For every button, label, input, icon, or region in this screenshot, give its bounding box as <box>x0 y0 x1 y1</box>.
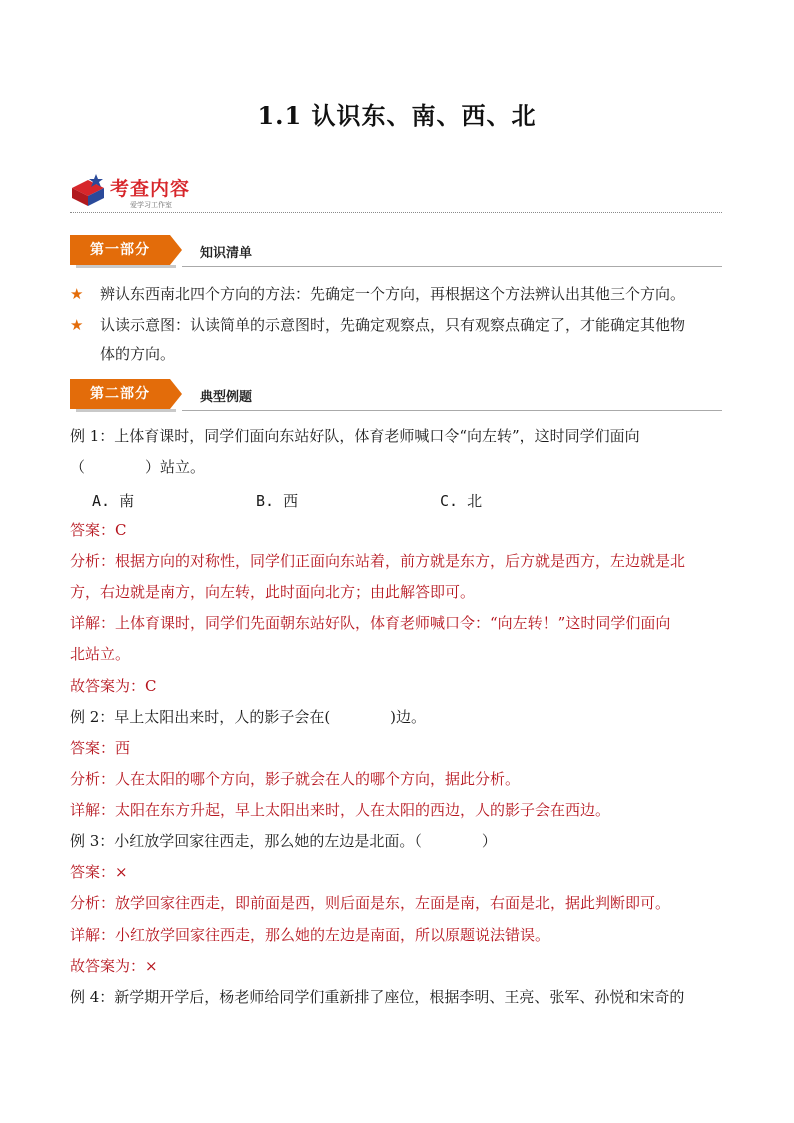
page-title: 1.1 认识东、南、西、北 <box>257 101 537 130</box>
section-subtitle: 典型例题 <box>200 390 253 405</box>
choice-b: B. 西 <box>256 492 299 510</box>
logo-subtitle: 爱学习工作室 <box>130 201 172 209</box>
detail-quote: “向左转！”这时同学们面向 <box>490 614 671 632</box>
question-text: （ ）站立。 <box>70 458 206 476</box>
final-answer: 故答案为：× <box>70 957 158 975</box>
tab-shadow <box>76 265 176 268</box>
analysis-text: 分析：人在太阳的哪个方向，影子就会在人的哪个方向，据此分析。 <box>70 770 521 788</box>
section-rule <box>182 410 722 411</box>
section-rule <box>182 266 722 267</box>
logo-title: 考查内容 <box>110 178 191 200</box>
answer-text: 答案：× <box>70 863 128 881</box>
section-tab: 第一部分 <box>70 235 170 265</box>
tab-arrow <box>170 379 182 409</box>
analysis-text: 分析：放学回家往西走，即前面是西，则后面是东，左面是南，右面是北，据此判断即可。 <box>70 894 671 912</box>
answer-text: 答案：C <box>70 521 127 539</box>
question-text: 例 2：早上太阳出来时，人的影子会在( )边。 <box>70 708 427 726</box>
tab-arrow <box>170 235 182 265</box>
bullet-text: 体的方向。 <box>100 345 176 363</box>
choice-c: C. 北 <box>440 492 483 510</box>
book-star-icon <box>70 174 106 208</box>
answer-text: 答案：西 <box>70 739 131 757</box>
analysis-text: 方，右边就是南方，向左转，此时面向北方；由此解答即可。 <box>70 583 476 601</box>
section-tab: 第二部分 <box>70 379 170 409</box>
analysis-text: 分析：根据方向的对称性，同学们正面向东站着，前方就是东方，后方就是西方，左边就是北 <box>70 552 686 570</box>
divider <box>70 212 722 213</box>
detail-text: 详解：太阳在东方升起，早上太阳出来时，人在太阳的西边，人的影子会在西边。 <box>70 801 611 819</box>
logo <box>70 172 270 212</box>
bullet-text: 认读示意图：认读简单的示意图时，先确定观察点，只有观察点确定了，才能确定其他物 <box>100 316 686 334</box>
question-text: 例 3：小红放学回家往西走，那么她的左边是北面。（ ） <box>70 832 497 850</box>
question-text: 例 4：新学期开学后，杨老师给同学们重新排了座位，根据李明、王亮、张军、孙悦和宋奇的 <box>70 988 685 1006</box>
section-subtitle: 知识清单 <box>200 246 253 261</box>
tab-shadow <box>76 409 176 412</box>
choice-a: A. 南 <box>92 492 135 510</box>
section-header-1 <box>70 235 722 269</box>
detail-text: 北站立。 <box>70 645 131 663</box>
star-icon: ★ <box>70 316 84 334</box>
section-header-2 <box>70 379 722 413</box>
final-answer: 故答案为：C <box>70 677 157 695</box>
detail-text <box>70 608 730 639</box>
bullet-text: 辨认东西南北四个方向的方法：先确定一个方向，再根据这个方法辨认出其他三个方向。 <box>100 285 686 303</box>
detail-text: 详解：小红放学回家往西走，那么她的左边是南面，所以原题说法错误。 <box>70 926 551 944</box>
detail-prefix: 详解：上体育课时，同学们先面朝东站好队，体育老师喊口令： <box>70 614 491 632</box>
question-text: 例 1：上体育课时，同学们面向东站好队，体育老师喊口令“向左转”，这时同学们面向 <box>70 427 640 445</box>
star-icon: ★ <box>70 285 84 303</box>
